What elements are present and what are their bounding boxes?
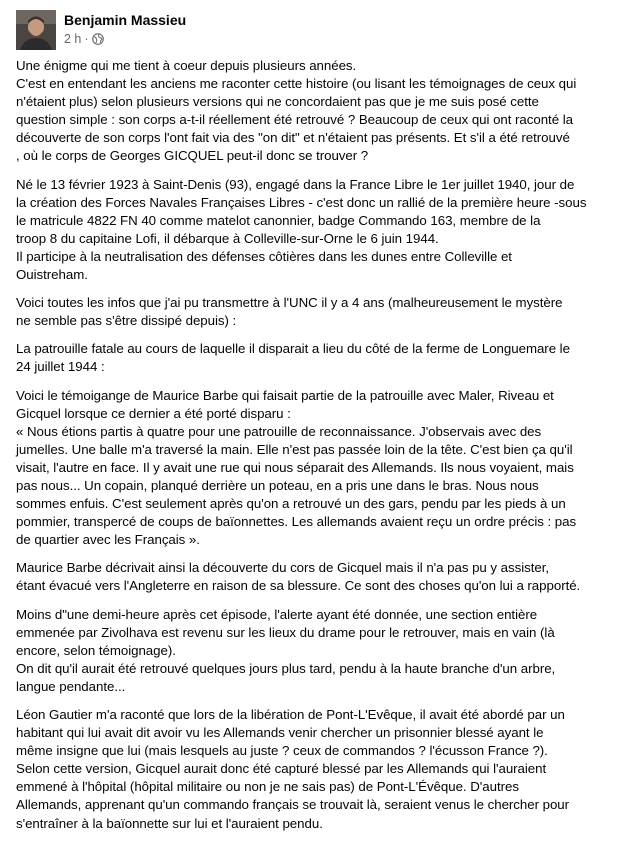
post-text-line: Une énigme qui me tient à coeur depuis plusieurs années. [16,58,357,73]
separator-dot: · [84,32,89,46]
post-text-line: Moins d"une demi-heure après cet épisode, l'alerte ayant été donnée, une section entière [16,606,538,622]
globe-icon[interactable] [92,33,104,45]
author-name[interactable]: Benjamin Massieu [64,12,187,28]
post-paragraph [16,606,610,696]
post-paragraph [16,340,610,376]
post-text-line: Selon cette version, Gicquel aurait donc été capturé blessé par les Allemands qui l'auraient [16,761,547,777]
post-text-line: troop 8 du capitaine Lofi, il débarque à Colleville-sur-Orne le 6 juin 1944. [16,230,439,246]
post-text-line: Voici toutes les infos que j'ai pu transmettre à l'UNC il y a 4 ans (malheureusement le mystère [16,295,563,311]
post-paragraph [16,706,610,833]
post-text-line: « Nous étions partis à quatre pour une patrouille de reconnaissance. J'observais avec des [16,423,542,439]
post-text-line: La patrouille fatale au cours de laquelle il disparait a lieu du côté de la ferme de Longuemare le [16,341,570,357]
post-text-line: Né le 13 février 1923 à Saint-Denis (93), engagé dans la France Libre le 1er juillet 1940, jour de [16,176,575,192]
post-timestamp[interactable]: 2 h [64,32,82,46]
post-text-line: de quartier avec les Français ». [16,532,200,548]
post-text-line: même insigne que lui (mais lesquels au juste ? ceux de commandos ? l'écusson France ?). [16,743,548,759]
post-text-line: Léon Gautier m'a raconté que lors de la libération de Pont-L'Evêque, il avait été abordé par un [16,707,565,722]
post-text-line: langue pendante... [16,678,126,694]
post-text-line: ne semble pas s'être dissipé depuis) : [16,313,237,329]
post-paragraph [16,387,610,550]
post-text-line: visait, l'autre en face. Il y avait une rue qui nous séparait des Allemands. Ils nous voyaient, mais [16,459,574,475]
post-paragraph [16,176,610,285]
post-meta [64,11,186,47]
post-text-line: encore, selon témoignage). [16,642,176,658]
post-text-line: pas nous... Un copain, planqué derrière un poteau, en a pris une dans le bras. Nous nous [16,477,539,493]
post-text-line: sommes enfuis. C'est seulement après qu'on a retrouvé un des gars, pendu par les pieds à un [16,496,566,512]
post-text-line: C'est en entendant les anciens me raconter cette histoire (ou lisant les témoignages de ceux qui [16,76,577,92]
post-text-line: le matricule 4822 FN 40 comme matelot canonnier, badge Commando 163, membre de la [16,212,541,228]
post-text-line: s'entraîner à la baïonnette sur lui et l'auraient pendu. [16,815,323,831]
post-text-line: Il participe à la neutralisation des défenses côtières dans les dunes entre Colleville et [16,248,512,264]
post-text-line: étant évacué vers l'Angleterre en raison de sa blessure. Ce sont des choses qu'on lui a rapporté. [16,578,581,594]
post-paragraph [16,294,610,330]
post-text-line: pommier, transpercé de coups de baïonnettes. Les allemands avaient reçu un ordre précis : pas [16,514,577,530]
post-text-line: emmenée par Zivolhava est revenu sur les lieux du drame pour le retrouver, mais en vain (là [16,624,555,640]
post-text-line: Maurice Barbe décrivait ainsi la découverte du cors de Gicquel mais il n'a pas pu y assister, [16,560,549,576]
post-text-line: On dit qu'il aurait été retrouvé quelques jours plus tard, pendu à la haute branche d'un arbre, [16,660,556,676]
post-text-line: 24 juillet 1944 : [16,359,105,375]
post-text-line: la création des Forces Navales Françaises Libres - c'est donc un rallié de la première heure -sous [16,194,587,210]
post-header [16,10,186,52]
post-text-line: Ouistreham. [16,267,88,283]
post-text-line: emmené à l'hôpital (hôpital militaire ou non je ne sais pas) de Pont-L'Évêque. D'autres [16,779,519,795]
post-text-line: n'étaient plus) selon plusieurs versions qui ne concordaient pas que je me suis posé cette [16,94,539,110]
profile-photo-icon [16,10,56,50]
post-body [16,57,610,843]
post-text-line: , où le corps de Georges GICQUEL peut-il donc se trouver ? [16,148,369,164]
post-paragraph [16,57,610,166]
post-paragraph [16,559,610,595]
post-text-line: Gicquel lorsque ce dernier a été porté disparu : [16,405,291,421]
avatar[interactable] [16,10,56,50]
post-text-line: jumelles. Une balle m'a traversé la main. Elle n'est pas passée loin de la tête. C'est bien ça qu'il [16,441,573,457]
post-subline [64,31,186,47]
post-text-line: découverte de son corps l'ont fait via des "on dit" et n'étaient pas présents. Et s'il a été retrouvé [16,130,570,146]
post-text-line: Allemands, apprenant qu'un commando français se trouvait là, seraient venus le chercher pour [16,797,570,813]
post-text-line: Voici le témoigange de Maurice Barbe qui faisait partie de la patrouille avec Maler, Riveau et [16,387,554,403]
post-text-line: question simple : son corps a-t-il réellement été retrouvé ? Beaucoup de ceux qui ont raconté la [16,112,573,128]
post-text-line: habitant qui lui avait dit avoir vu les Allemands venir chercher un prisonnier blessé ayant le [16,725,544,741]
